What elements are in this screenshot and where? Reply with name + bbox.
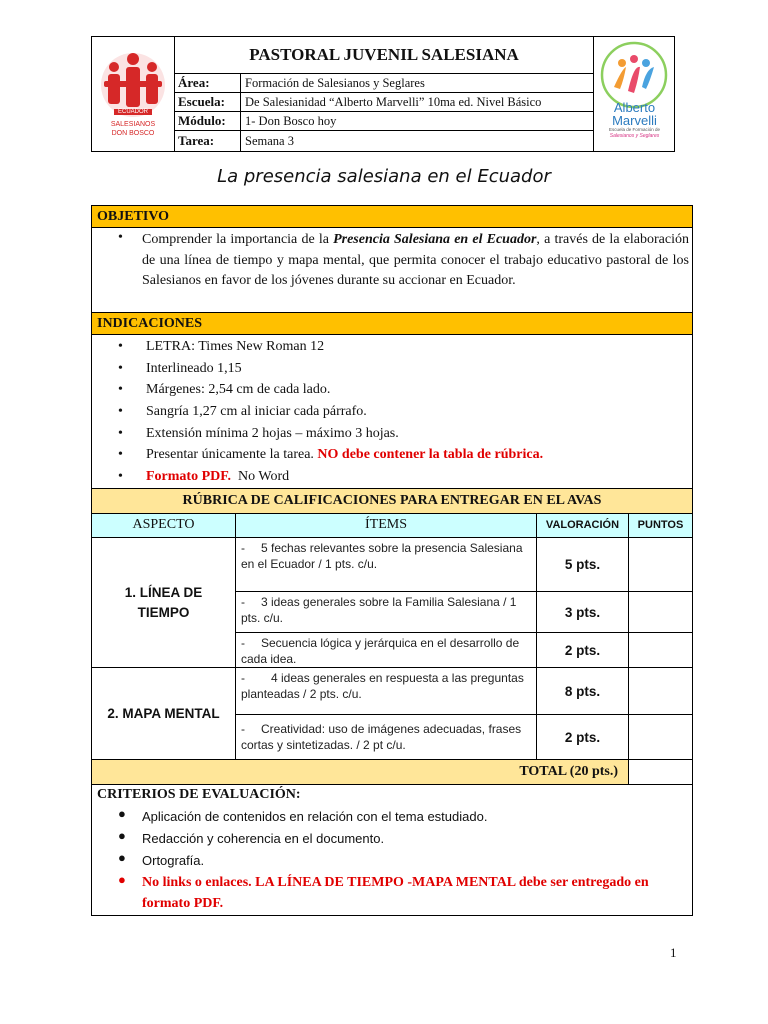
bullet-icon: • [118, 469, 123, 485]
bullet-icon: ● [118, 872, 126, 887]
list-item [92, 466, 692, 488]
total-label: TOTAL (20 pts.) [92, 760, 629, 784]
indicaciones-section [92, 335, 692, 489]
aspect-label: TIEMPO [137, 604, 190, 620]
column-header-items: ÍTEMS [236, 514, 537, 538]
aspect-linea-de-tiempo [92, 538, 236, 668]
total-puntos-cell[interactable] [629, 760, 692, 784]
column-header-valoracion: VALORACIÓN [537, 514, 629, 538]
bullet-icon: ● [118, 806, 126, 821]
list-item [92, 358, 692, 380]
logo-subtitle: Salesianos y Seglares [609, 133, 660, 139]
aspect-mapa-mental: 2. MAPA MENTAL [92, 668, 236, 760]
rubrica-title: RÚBRICA DE CALIFICACIONES PARA ENTREGAR EN EL AVAS [92, 489, 692, 514]
criterios-section [92, 785, 692, 915]
bullet-icon: • [118, 425, 123, 441]
puntos-cell[interactable] [629, 592, 692, 633]
header-key: Escuela: [175, 93, 241, 111]
puntos-cell[interactable] [629, 538, 692, 592]
logo-text-line: DON BOSCO [111, 130, 155, 137]
aspect-label: 1. LÍNEA DE [124, 584, 203, 600]
list-item [92, 336, 692, 358]
list-item [92, 444, 692, 466]
header-value: Semana 3 [245, 134, 294, 148]
objetivo-text [142, 230, 689, 292]
logo-text-line: SALESIANOS [110, 121, 156, 128]
table-row-item [236, 715, 537, 760]
header-key: Módulo: [175, 112, 241, 130]
objetivo-text-end: , a través de la elaboración de una línea de tiempo y mapa mental, que permita conocer el trabajo educativo pastoral de los Salesianos en favor de los jóvenes durante su accionar en Ecuador. [142, 232, 689, 288]
valoracion-cell: 3 pts. [537, 592, 629, 633]
valoracion-cell: 2 pts. [537, 633, 629, 668]
header-title: PASTORAL JUVENIL SALESIANA [175, 37, 593, 74]
bullet-icon: • [118, 339, 123, 354]
table-row-item [236, 668, 537, 715]
objetivo-text-start: Comprender la importancia de la [142, 232, 334, 247]
bullet-icon: • [118, 230, 123, 245]
objetivo-section [92, 228, 692, 313]
list-item [92, 379, 692, 401]
document-title: La presencia salesiana en el Ecuador [217, 166, 551, 187]
logo-name-line: Marvelli [612, 113, 657, 128]
warning-text: NO debe contener la tabla de rúbrica. [317, 447, 544, 463]
bullet-icon: ● [118, 850, 126, 865]
header-row-tarea [175, 131, 593, 151]
header-info [175, 37, 593, 151]
criterios-header: CRITERIOS DE EVALUACIÓN: [97, 787, 301, 802]
table-row-item [236, 592, 537, 633]
assignment-table [91, 205, 693, 916]
list-item-text-part: Presentar únicamente la tarea. [146, 447, 318, 463]
header-row-escuela [175, 93, 593, 112]
item-text: 3 ideas generales sobre la Familia Salesiana / 1 pts. c/u. [241, 595, 517, 625]
list-item-text: Redacción y coherencia en el documento. [142, 831, 385, 846]
header-key: Área: [175, 74, 241, 92]
list-item [92, 423, 692, 445]
page-number: 1 [670, 945, 677, 960]
header-row-modulo [175, 112, 593, 131]
header-row-area [175, 74, 593, 93]
logo-name-line: Alberto [613, 100, 656, 115]
item-text: Secuencia lógica y jerárquica en el desarrollo de cada idea. [241, 636, 520, 666]
rubrica-grid [92, 514, 692, 785]
item-text: Creatividad: uso de imágenes adecuadas, frases cortas y sintetizadas. / 2 pt c/u. [241, 722, 522, 752]
puntos-cell[interactable] [629, 633, 692, 668]
objetivo-emphasis: Presencia Salesiana en el Ecuador [333, 232, 537, 247]
item-text: 5 fechas relevantes sobre la presencia Salesiana en el Ecuador / 1 pts. c/u. [241, 541, 523, 571]
valoracion-cell: 2 pts. [537, 715, 629, 760]
list-item-text: Interlineado 1,15 [146, 360, 242, 376]
warning-text: No links o enlaces. LA LÍNEA DE TIEMPO -MAPA MENTAL debe ser entregado en formato PDF. [142, 875, 649, 911]
header-value: Formación de Salesianos y Seglares [245, 76, 425, 90]
list-item [92, 401, 692, 423]
list-item-text: Sangría 1,27 cm al iniciar cada párrafo. [146, 404, 367, 420]
document-header [91, 36, 675, 152]
list-item-text: Ortografía. [142, 853, 205, 868]
bullet-icon: • [118, 382, 123, 398]
list-item-text: LETRA: Times New Roman 12 [146, 339, 325, 354]
logo-country-label: ECUADOR [114, 109, 152, 115]
column-header-puntos: PUNTOS [629, 514, 692, 538]
item-text: 4 ideas generales en respuesta a las preguntas planteadas / 2 pts. c/u. [241, 671, 524, 701]
dash-marker: - [241, 722, 245, 736]
list-item-text: Aplicación de contenidos en relación con el tema estudiado. [142, 809, 488, 824]
valoracion-cell: 8 pts. [537, 668, 629, 715]
bullet-icon: • [118, 404, 123, 420]
puntos-cell[interactable] [629, 668, 692, 715]
list-item-text-part: No Word [231, 469, 290, 485]
header-value: De Salesianidad “Alberto Marvelli” 10ma ed. Nivel Básico [245, 95, 542, 109]
puntos-cell[interactable] [629, 715, 692, 760]
warning-text: Formato PDF. [146, 469, 232, 485]
dash-marker: - [241, 541, 245, 555]
alberto-marvelli-logo [593, 37, 675, 151]
table-row-item [236, 633, 537, 668]
valoracion-cell: 5 pts. [537, 538, 629, 592]
salesianos-logo [92, 37, 175, 151]
list-item-text [146, 466, 289, 488]
bullet-icon: • [118, 447, 123, 463]
list-item-text: Extensión mínima 2 hojas – máximo 3 hojas. [146, 425, 399, 441]
objetivo-header: OBJETIVO [92, 206, 692, 228]
logo-subtitle: Escuela de Formación de [608, 127, 661, 132]
dash-marker: - [241, 671, 245, 685]
header-key: Tarea: [175, 131, 241, 151]
header-value: 1- Don Bosco hoy [245, 114, 337, 128]
dash-marker: - [241, 636, 245, 650]
table-row-item [236, 538, 537, 592]
column-header-aspecto: ASPECTO [92, 514, 236, 538]
dash-marker: - [241, 595, 245, 609]
bullet-icon: ● [118, 828, 126, 843]
list-item-text [146, 444, 543, 466]
bullet-icon: • [118, 360, 123, 376]
list-item-text: Márgenes: 2,54 cm de cada lado. [146, 382, 331, 398]
indicaciones-header: INDICACIONES [92, 313, 692, 335]
